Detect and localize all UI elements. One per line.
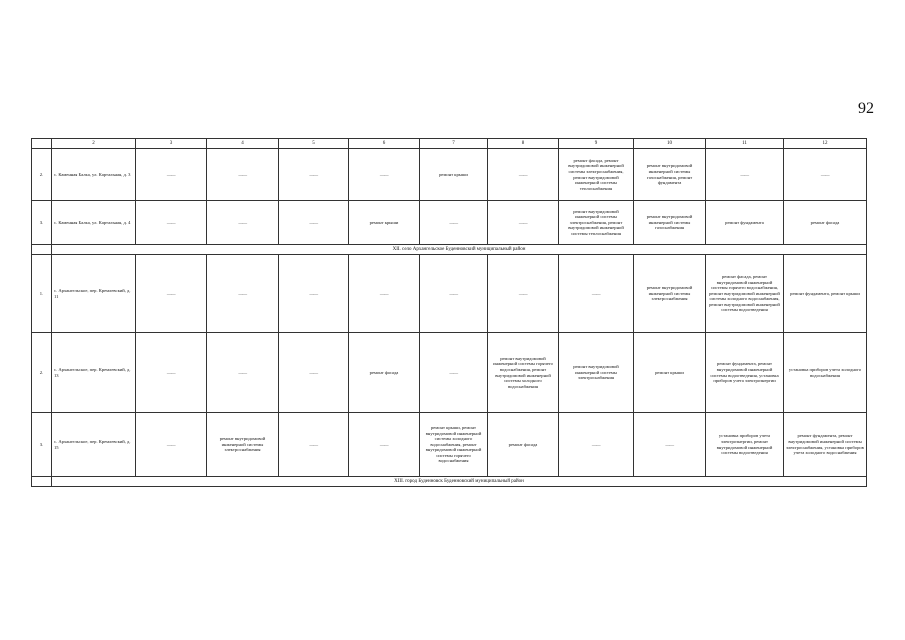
work-cell: —— bbox=[420, 201, 488, 245]
section-heading-row bbox=[32, 477, 867, 487]
work-cell: —— bbox=[559, 255, 634, 333]
work-cell: ремонт крыши, ремонт внутридомовой инженерной системы холодного водоснабжения, ремонт внутридомовой инженерной системы горячего водоснабжения bbox=[420, 413, 488, 477]
address-cell: с. Архангельское, пер. Кремлевский, д. 13 bbox=[52, 333, 136, 413]
work-cell: —— bbox=[136, 201, 207, 245]
row-number: 2. bbox=[32, 333, 52, 413]
work-cell: ремонт фасада bbox=[784, 201, 867, 245]
address-cell: с. Каменная Балка, ул. Картальная, д. 4 bbox=[52, 201, 136, 245]
work-cell: —— bbox=[136, 333, 207, 413]
work-cell: ремонт фасада bbox=[488, 413, 559, 477]
header-row bbox=[32, 139, 867, 149]
row-number: 3. bbox=[32, 201, 52, 245]
work-cell: —— bbox=[488, 255, 559, 333]
header-cell: 7 bbox=[420, 139, 488, 149]
work-cell: ремонт фасада, ремонт внутридомовой инженерной системы электроснабжения, ремонт внутридомовой инженерной системы теплоснабжения bbox=[559, 149, 634, 201]
repair-schedule-table bbox=[31, 138, 867, 487]
header-cell: 4 bbox=[207, 139, 279, 149]
address-cell: с. Каменная Балка, ул. Картальная, д. 3 bbox=[52, 149, 136, 201]
work-cell: —— bbox=[706, 149, 784, 201]
header-cell: 10 bbox=[634, 139, 706, 149]
work-cell: —— bbox=[136, 255, 207, 333]
table-row bbox=[32, 255, 867, 333]
work-cell: —— bbox=[488, 201, 559, 245]
work-cell: ремонт фундамента, ремонт крыши bbox=[784, 255, 867, 333]
work-cell: —— bbox=[136, 413, 207, 477]
work-cell: ремонт фасада bbox=[349, 333, 420, 413]
header-cell: 11 bbox=[706, 139, 784, 149]
work-cell: ремонт внутридомовой инженерной системы газоснабжения, ремонт фундамента bbox=[634, 149, 706, 201]
work-cell: —— bbox=[207, 333, 279, 413]
work-cell: установка приборов учета электроэнергии, ремонт внутридомовой инженерной системы водоотведения bbox=[706, 413, 784, 477]
section-heading-spacer bbox=[32, 477, 52, 487]
header-cell: 12 bbox=[784, 139, 867, 149]
work-cell: —— bbox=[349, 413, 420, 477]
work-cell: —— bbox=[349, 149, 420, 201]
work-cell: ремонт фундамента, ремонт внутридомовой инженерной системы водоотведения, установка приборов учета электроэнергии bbox=[706, 333, 784, 413]
address-cell: с. Архангельское, пер. Кремлевский, д. 11 bbox=[52, 255, 136, 333]
work-cell: ремонт крыши bbox=[420, 149, 488, 201]
page-number: 92 bbox=[858, 100, 874, 117]
header-cell bbox=[32, 139, 52, 149]
work-cell: —— bbox=[279, 413, 349, 477]
work-cell: —— bbox=[559, 413, 634, 477]
work-cell: ремонт внутридомовой инженерной системы горячего водоснабжения, ремонт внутридомовой инженерной системы холодного водоснабжения bbox=[488, 333, 559, 413]
table-row bbox=[32, 333, 867, 413]
row-number: 3. bbox=[32, 413, 52, 477]
work-cell: —— bbox=[420, 333, 488, 413]
work-cell: —— bbox=[279, 255, 349, 333]
section-heading: XII. село Архангельское Буденновский муниципальный район bbox=[52, 245, 867, 255]
row-number: 2. bbox=[32, 149, 52, 201]
work-cell: —— bbox=[207, 149, 279, 201]
header-cell: 9 bbox=[559, 139, 634, 149]
work-cell: —— bbox=[207, 201, 279, 245]
work-cell: —— bbox=[488, 149, 559, 201]
section-heading-spacer bbox=[32, 245, 52, 255]
work-cell: ремонт фундамента, ремонт внутридомовой инженерной системы электроснабжения, установка приборов учета холодного водоснабжения bbox=[784, 413, 867, 477]
work-cell: —— bbox=[279, 333, 349, 413]
work-cell: ремонт фасада, ремонт внутридомовой инженерной системы горячего водоснабжения, ремонт внутридомовой инженерной системы холодного водоснабжения, ремонт внутридомовой инженерной системы водоотведения bbox=[706, 255, 784, 333]
address-cell: с. Архангельское, пер. Кремлевский, д. 15 bbox=[52, 413, 136, 477]
table-row bbox=[32, 413, 867, 477]
work-cell: ремонт внутридомовой инженерной системы газоснабжения bbox=[634, 201, 706, 245]
work-cell: ремонт крыши bbox=[349, 201, 420, 245]
work-cell: —— bbox=[279, 149, 349, 201]
header-cell: 8 bbox=[488, 139, 559, 149]
work-cell: ремонт внутридомовой инженерной системы электроснабжения bbox=[559, 333, 634, 413]
work-cell: ремонт внутридомовой инженерной системы электроснабжения bbox=[207, 413, 279, 477]
header-cell: 6 bbox=[349, 139, 420, 149]
row-number: 1. bbox=[32, 255, 52, 333]
work-cell: —— bbox=[136, 149, 207, 201]
work-cell: ремонт внутридомовой инженерной системы электроснабжения, ремонт внутридомовой инженерной системы теплоснабжения bbox=[559, 201, 634, 245]
work-cell: установка приборов учета холодного водоснабжения bbox=[784, 333, 867, 413]
work-cell: —— bbox=[349, 255, 420, 333]
work-cell: —— bbox=[420, 255, 488, 333]
header-cell: 2 bbox=[52, 139, 136, 149]
work-cell: ремонт внутридомовой инженерной системы электроснабжения bbox=[634, 255, 706, 333]
section-heading: XIII. город Буденновск Буденновский муниципальный район bbox=[52, 477, 867, 487]
header-cell: 3 bbox=[136, 139, 207, 149]
work-cell: —— bbox=[207, 255, 279, 333]
work-cell: ремонт крыши bbox=[634, 333, 706, 413]
table-row bbox=[32, 201, 867, 245]
section-heading-row bbox=[32, 245, 867, 255]
work-cell: —— bbox=[784, 149, 867, 201]
table-row bbox=[32, 149, 867, 201]
work-cell: ремонт фундамента bbox=[706, 201, 784, 245]
work-cell: —— bbox=[634, 413, 706, 477]
work-cell: —— bbox=[279, 201, 349, 245]
header-cell: 5 bbox=[279, 139, 349, 149]
